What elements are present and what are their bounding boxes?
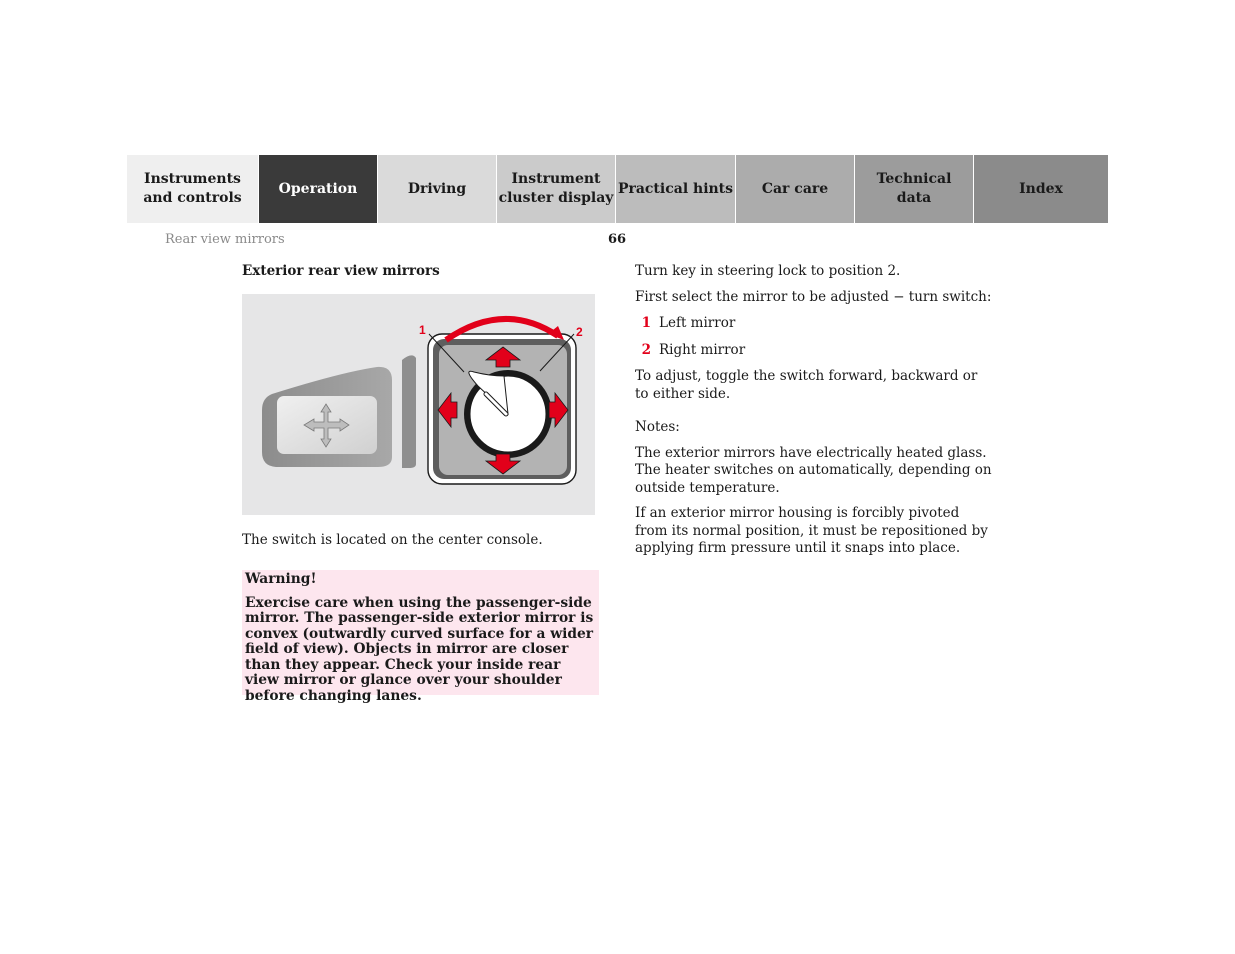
mirror-switch-drawing: [242, 294, 595, 515]
warning-text: Exercise care when using the passenger-side mirror. The passenger-side exterior mirror is convex (outwardly curved surface for a wider field of view). Objects in mirror are closer than they appear. Check your inside rear view mirror or glance over your shoulder before changing lanes.: [245, 594, 594, 704]
list-item-number: 1: [641, 315, 651, 331]
list-item-text: Right mirror: [659, 341, 746, 358]
tab-instruments-and-controls[interactable]: Instruments and controls: [127, 155, 259, 223]
list-item: [635, 342, 995, 360]
instructions-column: [635, 263, 995, 566]
tab-index[interactable]: Index: [974, 155, 1108, 223]
instruction-turn-key: Turn key in steering lock to position 2.: [635, 263, 901, 279]
instruction-adjust: To adjust, toggle the switch forward, backward or to either side.: [635, 368, 978, 402]
tab-instrument-cluster-display[interactable]: Instrument cluster display: [497, 155, 616, 223]
tab-operation[interactable]: Operation: [259, 155, 378, 223]
chapter-nav: [127, 155, 1108, 223]
tab-driving[interactable]: Driving: [378, 155, 497, 223]
warning-box: [242, 570, 599, 704]
callout-1: 1: [419, 323, 426, 337]
mirror-position-list: [635, 315, 995, 359]
rotary-knob: [464, 370, 552, 458]
figure-caption: The switch is located on the center console.: [242, 532, 543, 548]
warning-title: Warning!: [245, 571, 317, 587]
tab-car-care[interactable]: Car care: [736, 155, 855, 223]
tab-technical-data[interactable]: Technical data: [855, 155, 974, 223]
note-heated-glass: The exterior mirrors have electrically heated glass. The heater switches on automatically, depending on outside temperature.: [635, 444, 992, 496]
notes-label: Notes:: [635, 419, 680, 435]
page-heading: Exterior rear view mirrors: [242, 263, 440, 279]
list-item-text: Left mirror: [659, 315, 736, 331]
callout-2: 2: [576, 325, 583, 339]
mirror-switch-illustration: [242, 294, 595, 515]
section-title: Rear view mirrors: [165, 232, 285, 247]
page-number: 66: [608, 232, 627, 247]
tab-practical-hints[interactable]: Practical hints: [616, 155, 736, 223]
list-item-number: 2: [641, 341, 651, 358]
list-item: [635, 315, 995, 333]
instruction-select-mirror: First select the mirror to be adjusted − turn switch:: [635, 288, 992, 305]
note-pivoted-housing: If an exterior mirror housing is forcibly pivoted from its normal position, it must be repositioned by applying firm pressure until it snaps into place.: [635, 505, 988, 556]
